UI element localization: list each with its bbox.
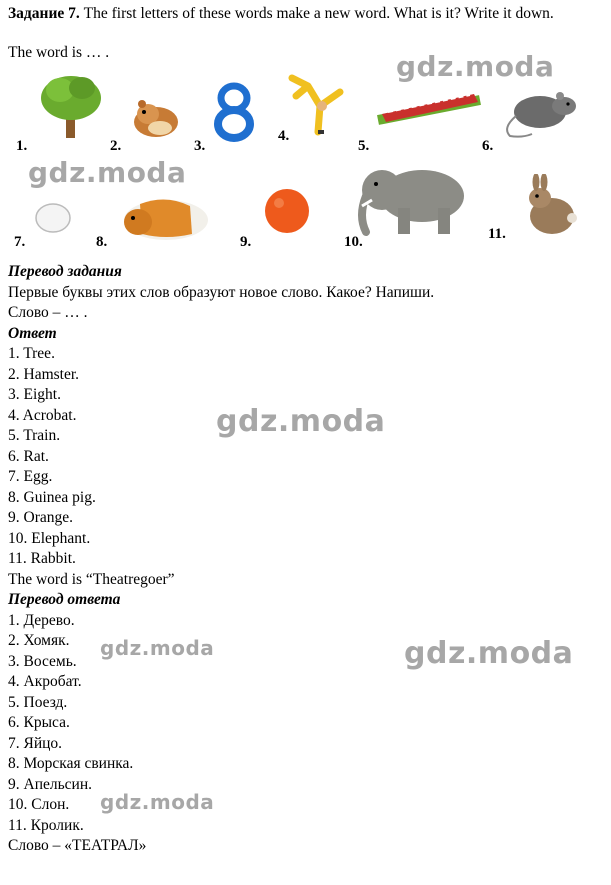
picture-number: 5.	[358, 138, 370, 154]
answer-translation-item: 4. Акробат.	[8, 673, 82, 690]
watermark: gdz.moda	[100, 790, 215, 814]
watermark: gdz.moda	[404, 636, 574, 671]
answer-item: 8. Guinea pig.	[8, 488, 96, 506]
answer-heading: Ответ	[8, 324, 57, 342]
answer-translation-item: 3. Восемь.	[8, 652, 77, 670]
answer-translation-item: 9. Апельсин.	[8, 775, 93, 793]
eight-digit-icon	[212, 82, 256, 142]
task-number: Задание 7.	[8, 5, 80, 22]
answer-translation-item: 1. Дерево.	[8, 611, 75, 629]
guinea-pig-icon	[120, 194, 212, 244]
translation-word-line: Слово – … .	[8, 304, 88, 321]
answer-item: 1. Tree.	[8, 345, 55, 362]
answer-translation-item: 6. Крыса.	[8, 714, 70, 731]
answer-item: 5. Train.	[8, 427, 61, 444]
elephant-icon	[352, 160, 470, 238]
answer-translation-item: 7. Яйцо.	[8, 734, 63, 752]
answer-item: 2. Hamster.	[8, 365, 80, 383]
watermark: gdz.moda	[216, 404, 386, 439]
picture-number: 10.	[344, 234, 363, 250]
answer-translation-item: 11. Кролик.	[8, 816, 84, 834]
egg-icon	[32, 200, 74, 236]
answer-translation-item: 8. Морская свинка.	[8, 755, 134, 772]
answer-translation-item: 10. Слон.	[8, 796, 70, 813]
tree-icon	[38, 68, 104, 140]
translation-heading: Перевод задания	[8, 263, 122, 280]
picture-number: 9.	[240, 234, 252, 250]
answer-item: 11. Rabbit.	[8, 550, 76, 567]
acrobat-icon	[288, 72, 348, 138]
watermark: gdz.moda	[100, 636, 215, 660]
answer-item: 6. Rat.	[8, 447, 49, 465]
watermark: gdz.moda	[28, 156, 187, 189]
orange-icon	[262, 186, 312, 236]
answer-translation-item: 5. Поезд.	[8, 693, 68, 711]
task-instruction: The first letters of these words make a new word. What is it? Write it down.	[79, 5, 554, 22]
hamster-icon	[130, 98, 182, 138]
rat-icon	[498, 88, 582, 140]
answer-result: The word is “Theatregoer”	[8, 570, 175, 588]
picture-number: 2.	[110, 138, 122, 154]
answer-item: 3. Eight.	[8, 386, 61, 403]
picture-number: 3.	[194, 138, 206, 154]
picture-number: 11.	[488, 226, 506, 242]
rabbit-icon	[518, 174, 582, 238]
answer-item: 9. Orange.	[8, 509, 73, 526]
picture-number: 8.	[96, 234, 108, 250]
task-heading	[8, 4, 604, 23]
word-prompt: The word is … .	[8, 44, 110, 61]
text-section	[8, 262, 434, 857]
answer-translation-item: 2. Хомяк.	[8, 632, 70, 649]
translation-text: Первые буквы этих слов образуют новое слово. Какое? Напиши.	[8, 283, 435, 301]
picture-number: 4.	[278, 128, 290, 144]
picture-number: 6.	[482, 138, 494, 154]
watermark: gdz.moda	[396, 50, 555, 83]
picture-number: 7.	[14, 234, 26, 250]
answer-translation-heading: Перевод ответа	[8, 591, 121, 608]
train-icon	[374, 86, 484, 130]
picture-number: 1.	[16, 138, 28, 154]
answer-translation-result: Слово – «ТЕАТРАЛ»	[8, 837, 147, 854]
answer-item: 4. Acrobat.	[8, 406, 77, 424]
answer-item: 7. Egg.	[8, 468, 53, 485]
answer-item: 10. Elephant.	[8, 529, 91, 547]
